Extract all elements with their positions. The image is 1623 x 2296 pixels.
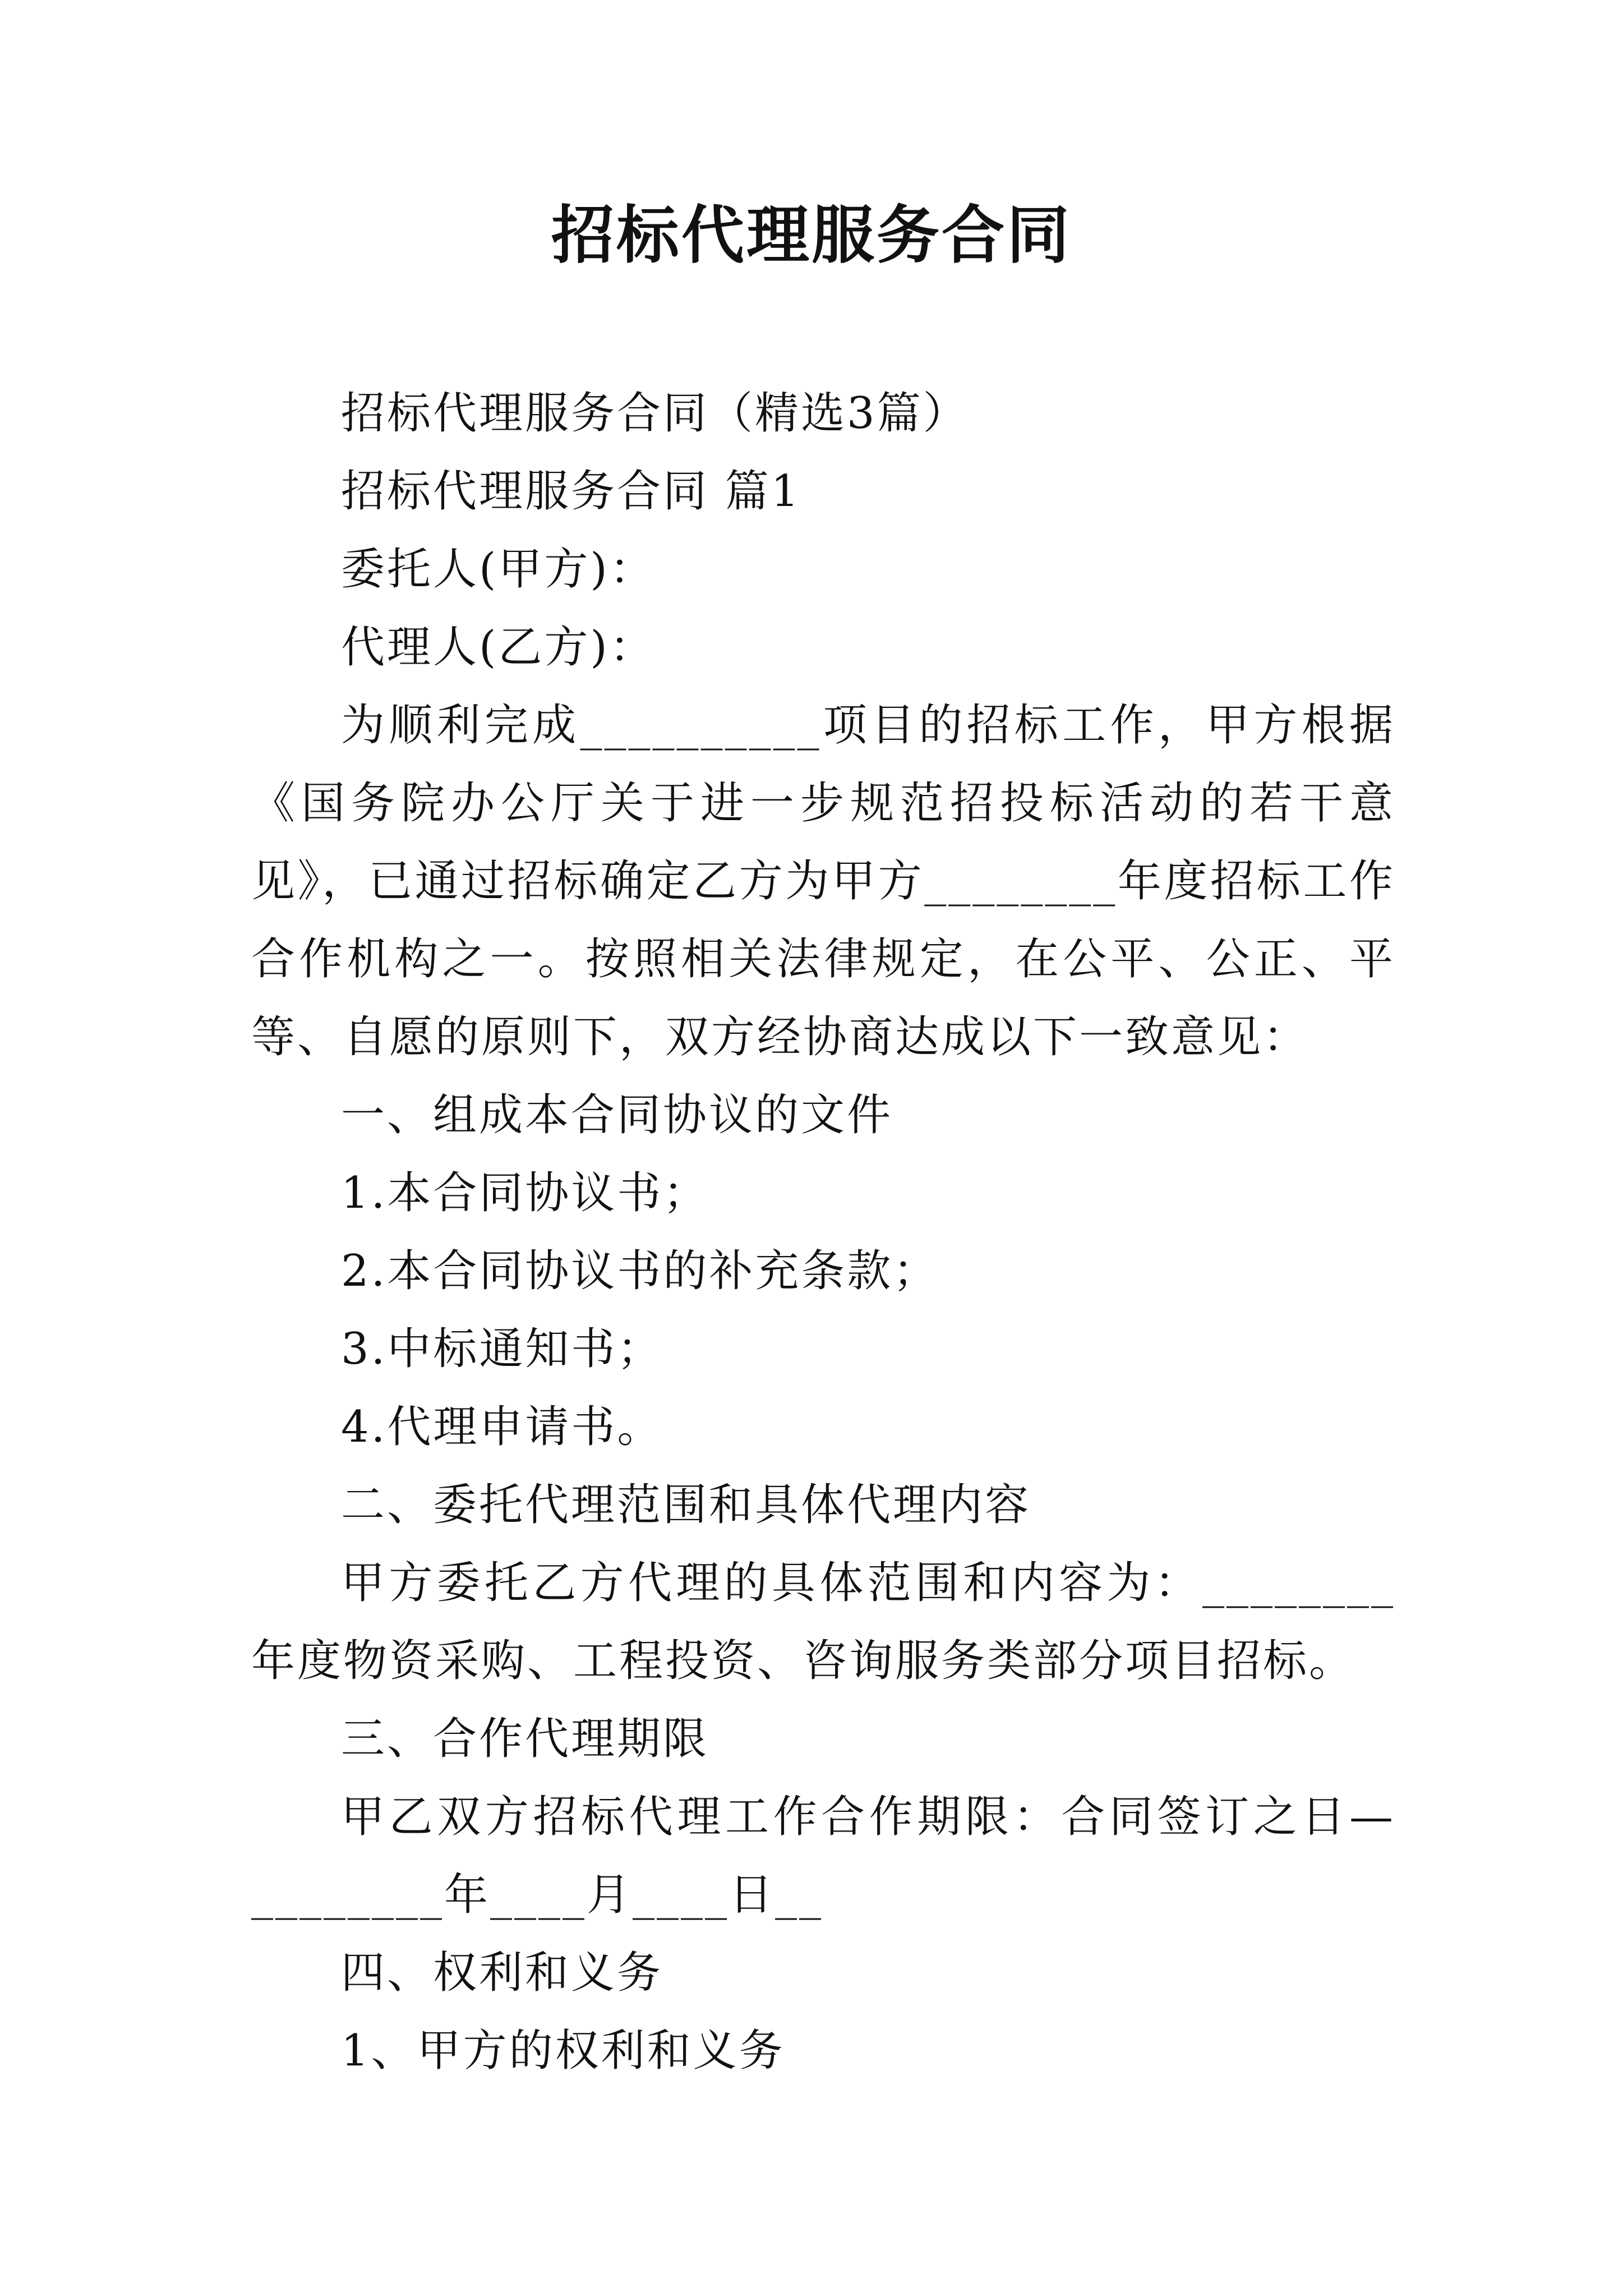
paragraph-party-b: 代理人(乙方)： <box>341 622 656 673</box>
paragraph-party-a: 委托人(甲方)： <box>341 544 656 595</box>
paragraph-subtitle: 招标代理服务合同（精选3篇） <box>341 388 969 439</box>
document-title: 招标代理服务合同 <box>551 199 1072 272</box>
paragraph-list-item-3: 3.中标通知书； <box>341 1324 663 1374</box>
paragraph-list-item-2: 2.本合同协议书的补充条款； <box>341 1246 939 1296</box>
paragraph-list-item-1: 1.本合同协议书； <box>341 1168 709 1218</box>
paragraph-clause-heading-2: 二、委托代理范围和具体代理内容 <box>341 1480 1031 1530</box>
paragraph-term: 甲乙双方招标代理工作合作期限：合同签订之日—________年____月____日__ <box>251 1792 1395 1920</box>
paragraph-clause-heading-1: 一、组成本合同协议的文件 <box>341 1090 893 1140</box>
document-body <box>251 375 1395 2090</box>
paragraph-scope: 甲方委托乙方代理的具体范围和内容为：________年度物资采购、工程投资、咨询服务类部分项目招标。 <box>251 1558 1395 1686</box>
paragraph-subclause-heading-1: 1、甲方的权利和义务 <box>341 2026 785 2076</box>
paragraph-preamble: 为顺利完成__________项目的招标工作，甲方根据《国务院办公厅关于进一步规范招投标活动的若干意见》，已通过招标确定乙方为甲方________年度招标工作合作机构之一。按照相关法律规定，在公平、公正、平等、自愿的原则下，双方经协商达成以下一致意见： <box>251 700 1395 1062</box>
paragraph-section-heading: 招标代理服务合同 篇1 <box>341 466 801 517</box>
paragraph-clause-heading-4: 四、权利和义务 <box>341 1948 663 1998</box>
paragraph-clause-heading-3: 三、合作代理期限 <box>341 1714 709 1764</box>
paragraph-list-item-4: 4.代理申请书。 <box>341 1402 663 1452</box>
